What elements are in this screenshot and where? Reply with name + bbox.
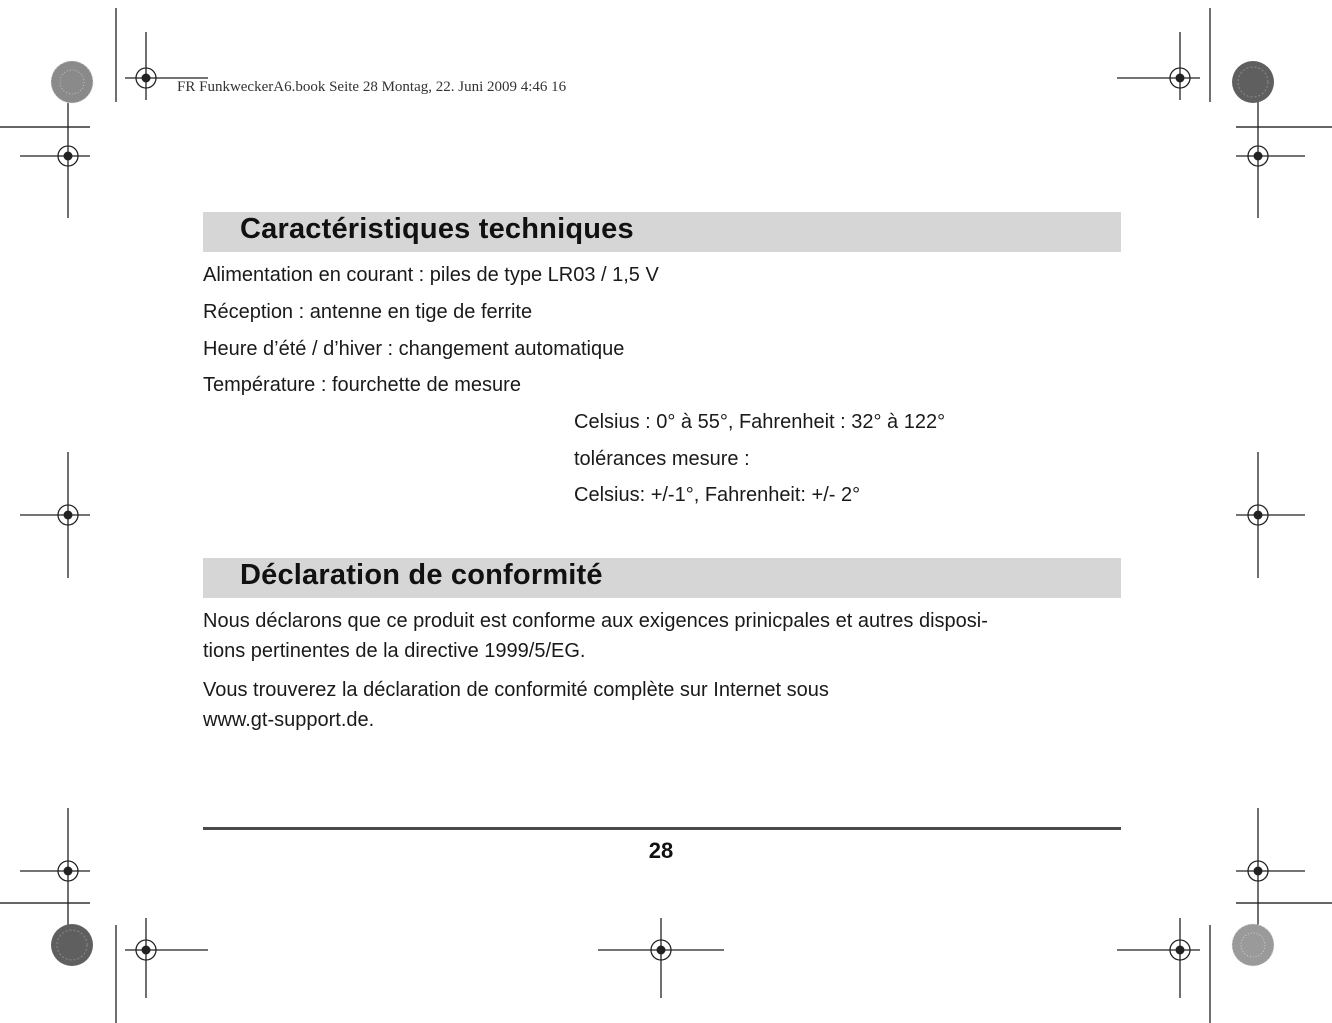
- specs-section-title: Caractéristiques techniques: [240, 213, 634, 245]
- spec-sub-tolerance-values: Celsius: +/-1°, Fahrenheit: +/- 2°: [574, 484, 861, 506]
- page-number: 28: [648, 838, 674, 863]
- specs-section-header: [203, 212, 1121, 252]
- paragraph-line: www.gt-support.de.: [203, 709, 375, 731]
- spec-sub-tolerance-label: tolérances mesure :: [574, 448, 750, 470]
- paragraph-line: tions pertinentes de la directive 1999/5/EG.: [203, 640, 586, 662]
- spec-line-temperature: Température : fourchette de mesure: [203, 374, 521, 396]
- declaration-section-header: [203, 558, 1121, 598]
- declaration-paragraph-website: [203, 675, 1123, 735]
- spec-line-dst: Heure d’été / d’hiver : changement automatique: [203, 338, 625, 360]
- paragraph-line: Vous trouverez la déclaration de conformité complète sur Internet sous: [203, 679, 829, 701]
- spec-sub-range: Celsius : 0° à 55°, Fahrenheit : 32° à 122°: [574, 411, 946, 433]
- spec-line-reception: Réception : antenne en tige de ferrite: [203, 301, 533, 323]
- color-target-icon: [51, 61, 1274, 966]
- footer-rule: [203, 827, 1121, 830]
- declaration-paragraph-conformity: [203, 606, 1123, 666]
- spec-line-power: Alimentation en courant : piles de type LR03 / 1,5 V: [203, 264, 659, 286]
- print-header: FR FunkweckerA6.book Seite 28 Montag, 22. Juni 2009 4:46 16: [177, 79, 567, 95]
- declaration-section-title: Déclaration de conformité: [240, 559, 603, 591]
- paragraph-line: Nous déclarons que ce produit est conforme aux exigences prinicpales et autres disposi-: [203, 610, 988, 632]
